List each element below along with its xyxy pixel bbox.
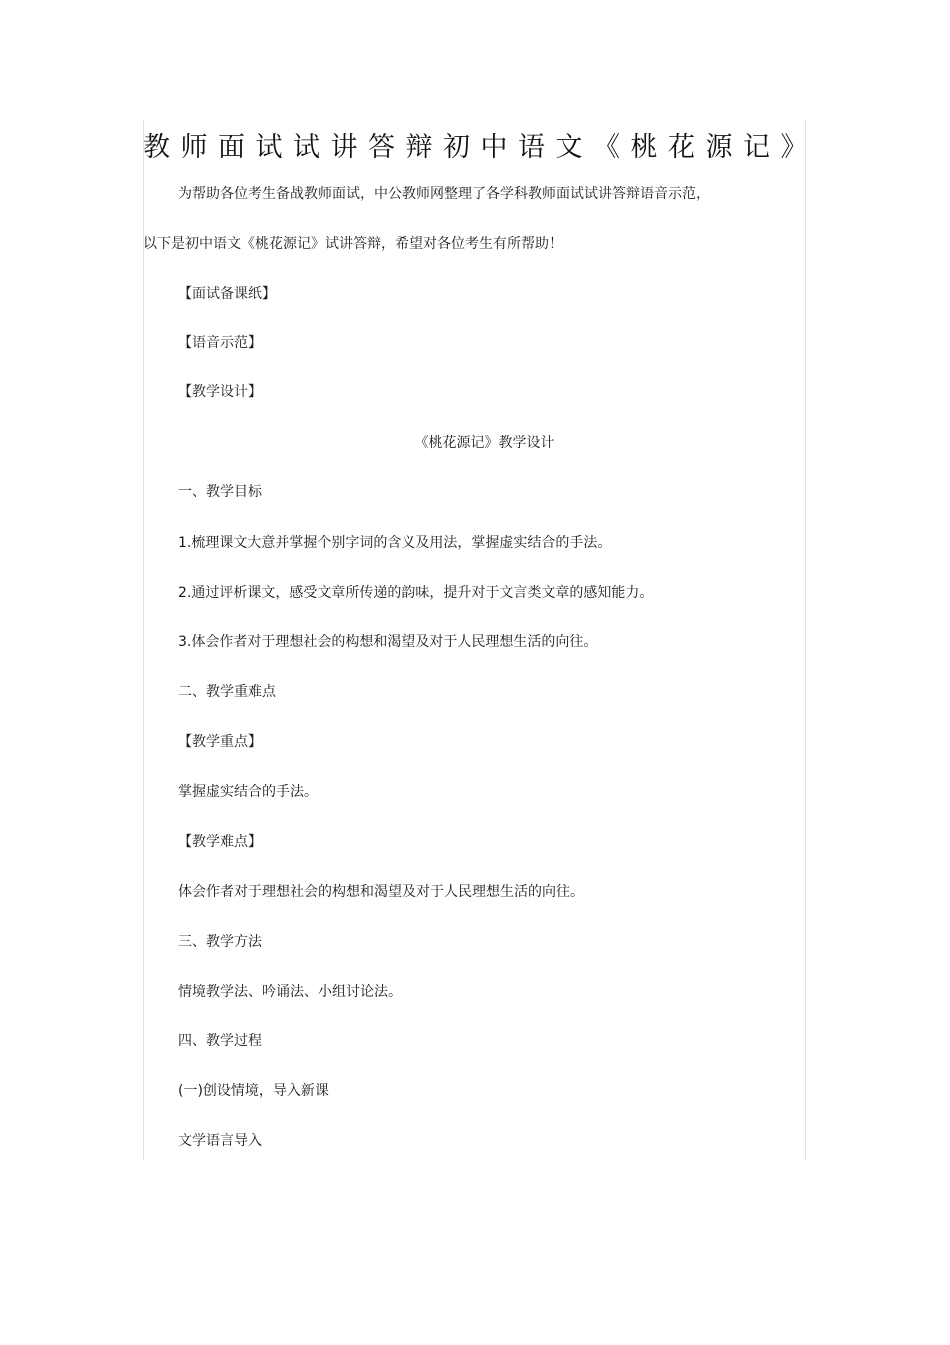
key-points-heading: 二、教学重难点 [178, 684, 276, 700]
focus-label: 【教学重点】 [178, 734, 262, 750]
section-prep-paper: 【面试备课纸】 [178, 286, 276, 302]
process-heading: 四、教学过程 [178, 1033, 262, 1049]
goal-item-3: 3.体会作者对于理想社会的构想和渴望及对于人民理想生活的向往。 [178, 634, 598, 650]
process-step-1-detail: 文学语言导入 [178, 1133, 262, 1149]
difficulty-text: 体会作者对于理想社会的构想和渴望及对于人民理想生活的向往。 [178, 884, 584, 900]
methods-heading: 三、教学方法 [178, 934, 262, 950]
design-title: 《桃花源记》教学设计 [414, 435, 555, 451]
document-title: 教师面试试讲答辩初中语文《桃花源记》 [143, 132, 818, 163]
focus-text: 掌握虚实结合的手法。 [178, 784, 318, 800]
intro-line-1: 为帮助各位考生备战教师面试，中公教师网整理了各学科教师面试试讲答辩语音示范， [178, 186, 710, 202]
section-teaching-design: 【教学设计】 [178, 384, 262, 400]
goal-item-1: 1.梳理课文大意并掌握个别字词的含义及用法，掌握虚实结合的手法。 [178, 535, 612, 551]
goal-item-2: 2.通过评析课文，感受文章所传递的韵味，提升对于文言类文章的感知能力。 [178, 585, 654, 601]
methods-text: 情境教学法、吟诵法、小组讨论法。 [178, 984, 402, 1000]
section-audio-demo: 【语音示范】 [178, 335, 262, 351]
goals-heading: 一、教学目标 [178, 484, 262, 500]
difficulty-label: 【教学难点】 [178, 834, 262, 850]
intro-line-2: 以下是初中语文《桃花源记》试讲答辩，希望对各位考生有所帮助！ [143, 236, 563, 252]
process-step-1: (一)创设情境，导入新课 [178, 1083, 329, 1099]
